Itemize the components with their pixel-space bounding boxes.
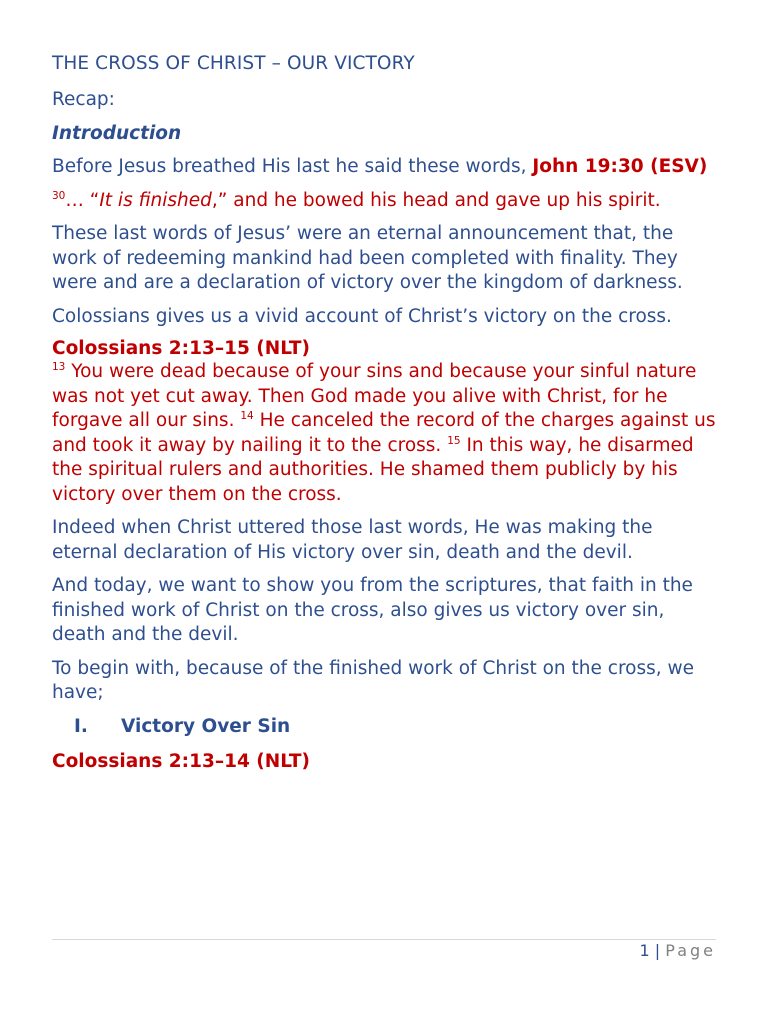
recap-label: Recap: <box>52 89 115 110</box>
document-title: THE CROSS OF CHRIST – OUR VICTORY <box>52 53 415 74</box>
verse-13-text: You were dead because of your sins and because your sinful nature was not yet cut away. Then God made you alive with Christ, for he forgave all our sins. <box>52 361 697 431</box>
paragraph-last-words: These last words of Jesus’ were an eternal announcement that, the work of redeeming mankind had been completed with finality. They were and are a declaration of victory over the kingdom of darkness. <box>52 223 683 293</box>
page-label: Page <box>665 941 716 960</box>
verse-30-quote: It is finished <box>99 189 212 211</box>
intro-paragraph <box>52 155 716 180</box>
verse-number-13: 13 <box>52 360 66 373</box>
john-verse <box>52 189 716 214</box>
intro-text: Before Jesus breathed His last he said these words, <box>52 156 533 177</box>
paragraph-begin: To begin with, because of the finished work of Christ on the cross, we have; <box>52 657 695 703</box>
colossians-reference-2: Colossians 2:13–14 (NLT) <box>52 750 310 772</box>
page-number: 1 <box>639 941 650 960</box>
section-heading-victory-over-sin <box>74 715 716 739</box>
section-number: I. <box>74 715 88 737</box>
paragraph-colossians-intro: Colossians gives us a vivid account of Christ’s victory on the cross. <box>52 305 672 327</box>
verse-30-open: … “ <box>65 189 100 211</box>
verse-15-text: In this way, he disarmed the spiritual rulers and authorities. He shamed them publicly by his victory over them on the cross. <box>52 434 694 505</box>
verse-number-15: 15 <box>447 434 461 447</box>
verse-14-text: He canceled the record of the charges against us and took it away by nailing it to the cross. <box>52 410 716 456</box>
verse-number-14: 14 <box>240 409 254 422</box>
colossians-passage <box>52 360 716 507</box>
verse-30-close: ,” and he bowed his head and gave up his spirit. <box>211 189 661 211</box>
introduction-heading: Introduction <box>52 122 182 144</box>
footer-separator: | <box>649 941 666 960</box>
footer-divider <box>52 939 716 940</box>
page-footer <box>640 941 716 961</box>
john-reference: John 19:30 (ESV) <box>532 156 708 177</box>
paragraph-declaration: Indeed when Christ uttered those last words, He was making the eternal declaration of His victory over sin, death and the devil. <box>52 517 653 563</box>
paragraph-today: And today, we want to show you from the scriptures, that faith in the finished work of Christ on the cross, also gives us victory over sin, death and the devil. <box>52 575 693 645</box>
verse-number-30: 30 <box>52 189 66 202</box>
document-page <box>52 52 716 774</box>
colossians-reference: Colossians 2:13–15 (NLT) <box>52 338 310 359</box>
section-title: Victory Over Sin <box>121 715 291 737</box>
